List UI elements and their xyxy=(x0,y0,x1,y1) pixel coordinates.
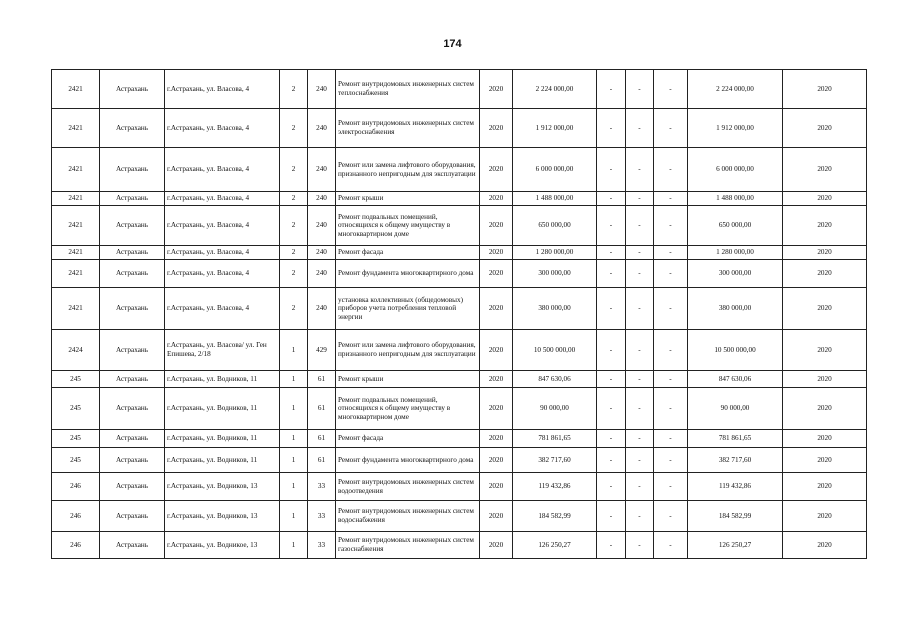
cell-work-type: Ремонт фундамента многоквартирного дома xyxy=(336,448,480,473)
cell-code: 245 xyxy=(52,448,100,473)
cell-work-type: Ремонт внутридомовых инженерных систем водоснабжения xyxy=(336,501,480,532)
cell-end-year: 2020 xyxy=(783,430,867,448)
cell-end-year: 2020 xyxy=(783,288,867,330)
cell-fund-1: - xyxy=(597,371,626,388)
cell-address: г.Астрахань, ул. Водникое, 13 xyxy=(165,532,280,559)
table-row xyxy=(52,260,867,288)
cell-area: 33 xyxy=(308,501,336,532)
cell-address: г.Астрахань, ул. Водников, 11 xyxy=(165,448,280,473)
cell-area: 33 xyxy=(308,532,336,559)
cell-year: 2020 xyxy=(480,330,513,371)
cell-fund-2: - xyxy=(626,448,654,473)
cell-total-cost: 119 432,86 xyxy=(513,473,597,501)
cell-work-type: Ремонт внутридомовых инженерных систем газоснабжения xyxy=(336,532,480,559)
cell-city: Астрахань xyxy=(100,70,165,109)
cell-year: 2020 xyxy=(480,532,513,559)
cell-owners-funds: 300 000,00 xyxy=(688,260,783,288)
cell-work-type: Ремонт крыши xyxy=(336,192,480,206)
cell-address: г.Астрахань, ул. Власова, 4 xyxy=(165,109,280,148)
cell-year: 2020 xyxy=(480,288,513,330)
cell-end-year: 2020 xyxy=(783,532,867,559)
cell-fund-2: - xyxy=(626,206,654,246)
cell-floors: 1 xyxy=(280,501,308,532)
cell-area: 61 xyxy=(308,371,336,388)
cell-city: Астрахань xyxy=(100,388,165,430)
cell-fund-1: - xyxy=(597,109,626,148)
cell-year: 2020 xyxy=(480,260,513,288)
cell-fund-1: - xyxy=(597,288,626,330)
cell-area: 61 xyxy=(308,448,336,473)
cell-fund-2: - xyxy=(626,388,654,430)
cell-year: 2020 xyxy=(480,388,513,430)
cell-fund-2: - xyxy=(626,430,654,448)
cell-fund-3: - xyxy=(654,288,688,330)
cell-city: Астрахань xyxy=(100,532,165,559)
cell-area: 240 xyxy=(308,148,336,192)
cell-fund-2: - xyxy=(626,330,654,371)
cell-area: 429 xyxy=(308,330,336,371)
cell-owners-funds: 382 717,60 xyxy=(688,448,783,473)
cell-address: г.Астрахань, ул. Водников, 13 xyxy=(165,473,280,501)
cell-code: 245 xyxy=(52,430,100,448)
cell-code: 245 xyxy=(52,388,100,430)
cell-floors: 1 xyxy=(280,330,308,371)
cell-year: 2020 xyxy=(480,70,513,109)
table-row xyxy=(52,448,867,473)
cell-floors: 1 xyxy=(280,473,308,501)
cell-year: 2020 xyxy=(480,109,513,148)
cell-fund-1: - xyxy=(597,70,626,109)
cell-fund-2: - xyxy=(626,148,654,192)
table-body xyxy=(52,70,867,559)
cell-city: Астрахань xyxy=(100,330,165,371)
cell-code: 2421 xyxy=(52,148,100,192)
capital-repair-table xyxy=(51,69,867,559)
cell-fund-2: - xyxy=(626,473,654,501)
cell-owners-funds: 1 488 000,00 xyxy=(688,192,783,206)
cell-year: 2020 xyxy=(480,206,513,246)
cell-fund-3: - xyxy=(654,473,688,501)
table-row xyxy=(52,501,867,532)
cell-address: г.Астрахань, ул. Власова, 4 xyxy=(165,246,280,260)
cell-fund-2: - xyxy=(626,260,654,288)
cell-code: 246 xyxy=(52,532,100,559)
cell-total-cost: 380 000,00 xyxy=(513,288,597,330)
cell-code: 246 xyxy=(52,473,100,501)
cell-city: Астрахань xyxy=(100,473,165,501)
cell-area: 240 xyxy=(308,70,336,109)
cell-floors: 2 xyxy=(280,260,308,288)
cell-area: 61 xyxy=(308,388,336,430)
cell-work-type: установка коллективных (общедомовых) приборов учета потребления тепловой энергии xyxy=(336,288,480,330)
cell-total-cost: 781 861,65 xyxy=(513,430,597,448)
cell-area: 61 xyxy=(308,430,336,448)
cell-floors: 2 xyxy=(280,148,308,192)
cell-work-type: Ремонт внутридомовых инженерных систем теплоснабжения xyxy=(336,70,480,109)
cell-fund-3: - xyxy=(654,388,688,430)
cell-year: 2020 xyxy=(480,430,513,448)
cell-city: Астрахань xyxy=(100,192,165,206)
table-row xyxy=(52,430,867,448)
cell-code: 2421 xyxy=(52,288,100,330)
page-number: 174 xyxy=(443,38,462,50)
cell-end-year: 2020 xyxy=(783,448,867,473)
cell-fund-3: - xyxy=(654,532,688,559)
cell-year: 2020 xyxy=(480,448,513,473)
cell-address: г.Астрахань, ул. Власова, 4 xyxy=(165,206,280,246)
cell-year: 2020 xyxy=(480,148,513,192)
cell-fund-3: - xyxy=(654,330,688,371)
cell-owners-funds: 847 630,06 xyxy=(688,371,783,388)
cell-end-year: 2020 xyxy=(783,109,867,148)
cell-work-type: Ремонт крыши xyxy=(336,371,480,388)
cell-fund-1: - xyxy=(597,473,626,501)
cell-end-year: 2020 xyxy=(783,246,867,260)
cell-total-cost: 90 000,00 xyxy=(513,388,597,430)
cell-area: 33 xyxy=(308,473,336,501)
cell-fund-3: - xyxy=(654,206,688,246)
cell-fund-2: - xyxy=(626,501,654,532)
cell-address: г.Астрахань, ул. Власова, 4 xyxy=(165,70,280,109)
cell-city: Астрахань xyxy=(100,148,165,192)
cell-address: г.Астрахань, ул. Власова, 4 xyxy=(165,192,280,206)
cell-floors: 1 xyxy=(280,448,308,473)
cell-work-type: Ремонт внутридомовых инженерных систем водоотведения xyxy=(336,473,480,501)
cell-fund-3: - xyxy=(654,192,688,206)
cell-city: Астрахань xyxy=(100,109,165,148)
cell-city: Астрахань xyxy=(100,288,165,330)
cell-owners-funds: 90 000,00 xyxy=(688,388,783,430)
cell-address: г.Астрахань, ул. Водников, 11 xyxy=(165,388,280,430)
cell-floors: 1 xyxy=(280,532,308,559)
cell-code: 246 xyxy=(52,501,100,532)
cell-year: 2020 xyxy=(480,246,513,260)
cell-fund-1: - xyxy=(597,330,626,371)
cell-work-type: Ремонт внутридомовых инженерных систем электроснабжения xyxy=(336,109,480,148)
cell-floors: 1 xyxy=(280,371,308,388)
cell-end-year: 2020 xyxy=(783,260,867,288)
cell-floors: 2 xyxy=(280,70,308,109)
table-row xyxy=(52,148,867,192)
cell-floors: 1 xyxy=(280,388,308,430)
cell-year: 2020 xyxy=(480,501,513,532)
cell-end-year: 2020 xyxy=(783,148,867,192)
cell-floors: 2 xyxy=(280,206,308,246)
cell-fund-2: - xyxy=(626,192,654,206)
cell-fund-3: - xyxy=(654,430,688,448)
table-row xyxy=(52,473,867,501)
cell-address: г.Астрахань, ул. Водников, 11 xyxy=(165,371,280,388)
cell-owners-funds: 126 250,27 xyxy=(688,532,783,559)
cell-city: Астрахань xyxy=(100,501,165,532)
cell-fund-1: - xyxy=(597,430,626,448)
cell-fund-3: - xyxy=(654,371,688,388)
cell-fund-2: - xyxy=(626,70,654,109)
cell-total-cost: 1 488 000,00 xyxy=(513,192,597,206)
cell-city: Астрахань xyxy=(100,448,165,473)
cell-area: 240 xyxy=(308,109,336,148)
cell-floors: 2 xyxy=(280,288,308,330)
cell-total-cost: 184 582,99 xyxy=(513,501,597,532)
cell-end-year: 2020 xyxy=(783,206,867,246)
cell-work-type: Ремонт фасада xyxy=(336,246,480,260)
cell-fund-1: - xyxy=(597,532,626,559)
cell-fund-1: - xyxy=(597,192,626,206)
cell-end-year: 2020 xyxy=(783,330,867,371)
cell-address: г.Астрахань, ул. Власова, 4 xyxy=(165,148,280,192)
cell-fund-1: - xyxy=(597,448,626,473)
cell-owners-funds: 1 912 000,00 xyxy=(688,109,783,148)
cell-area: 240 xyxy=(308,288,336,330)
cell-fund-2: - xyxy=(626,109,654,148)
cell-fund-1: - xyxy=(597,206,626,246)
cell-total-cost: 1 912 000,00 xyxy=(513,109,597,148)
cell-area: 240 xyxy=(308,206,336,246)
table-row xyxy=(52,288,867,330)
cell-total-cost: 126 250,27 xyxy=(513,532,597,559)
cell-end-year: 2020 xyxy=(783,388,867,430)
cell-fund-3: - xyxy=(654,501,688,532)
cell-total-cost: 1 280 000,00 xyxy=(513,246,597,260)
cell-address: г.Астрахань, ул. Власова/ ул. Ген Епишева, 2/18 xyxy=(165,330,280,371)
table-row xyxy=(52,246,867,260)
cell-area: 240 xyxy=(308,246,336,260)
cell-work-type: Ремонт фундамента многоквартирного дома xyxy=(336,260,480,288)
cell-fund-3: - xyxy=(654,448,688,473)
cell-year: 2020 xyxy=(480,371,513,388)
table-row xyxy=(52,532,867,559)
cell-fund-2: - xyxy=(626,532,654,559)
cell-total-cost: 650 000,00 xyxy=(513,206,597,246)
cell-area: 240 xyxy=(308,260,336,288)
cell-code: 2421 xyxy=(52,260,100,288)
cell-address: г.Астрахань, ул. Власова, 4 xyxy=(165,260,280,288)
cell-city: Астрахань xyxy=(100,371,165,388)
cell-owners-funds: 781 861,65 xyxy=(688,430,783,448)
cell-fund-3: - xyxy=(654,148,688,192)
cell-work-type: Ремонт фасада xyxy=(336,430,480,448)
cell-city: Астрахань xyxy=(100,430,165,448)
cell-city: Астрахань xyxy=(100,206,165,246)
cell-owners-funds: 119 432,86 xyxy=(688,473,783,501)
table-row xyxy=(52,206,867,246)
cell-city: Астрахань xyxy=(100,246,165,260)
cell-total-cost: 6 000 000,00 xyxy=(513,148,597,192)
cell-area: 240 xyxy=(308,192,336,206)
cell-city: Астрахань xyxy=(100,260,165,288)
cell-floors: 2 xyxy=(280,246,308,260)
cell-year: 2020 xyxy=(480,473,513,501)
cell-floors: 2 xyxy=(280,109,308,148)
cell-fund-2: - xyxy=(626,371,654,388)
table-row xyxy=(52,192,867,206)
cell-floors: 1 xyxy=(280,430,308,448)
cell-fund-1: - xyxy=(597,388,626,430)
cell-total-cost: 2 224 000,00 xyxy=(513,70,597,109)
cell-owners-funds: 184 582,99 xyxy=(688,501,783,532)
cell-work-type: Ремонт или замена лифтового оборудования, признанного непригодным для эксплуатации xyxy=(336,148,480,192)
cell-fund-1: - xyxy=(597,501,626,532)
cell-total-cost: 382 717,60 xyxy=(513,448,597,473)
cell-code: 2421 xyxy=(52,246,100,260)
cell-fund-2: - xyxy=(626,246,654,260)
cell-owners-funds: 1 280 000,00 xyxy=(688,246,783,260)
cell-fund-1: - xyxy=(597,260,626,288)
cell-address: г.Астрахань, ул. Водников, 13 xyxy=(165,501,280,532)
cell-fund-2: - xyxy=(626,288,654,330)
cell-code: 2421 xyxy=(52,192,100,206)
cell-work-type: Ремонт подвальных помещений, относящихся к общему имуществу в многоквартирном доме xyxy=(336,388,480,430)
table-row xyxy=(52,70,867,109)
cell-fund-1: - xyxy=(597,148,626,192)
cell-code: 2421 xyxy=(52,206,100,246)
cell-owners-funds: 650 000,00 xyxy=(688,206,783,246)
cell-code: 2421 xyxy=(52,70,100,109)
cell-code: 2421 xyxy=(52,109,100,148)
cell-end-year: 2020 xyxy=(783,473,867,501)
table-row xyxy=(52,388,867,430)
table-row xyxy=(52,109,867,148)
cell-end-year: 2020 xyxy=(783,371,867,388)
cell-fund-3: - xyxy=(654,246,688,260)
table-row xyxy=(52,330,867,371)
cell-floors: 2 xyxy=(280,192,308,206)
cell-fund-3: - xyxy=(654,109,688,148)
cell-total-cost: 10 500 000,00 xyxy=(513,330,597,371)
cell-work-type: Ремонт подвальных помещений, относящихся к общему имуществу в многоквартирном доме xyxy=(336,206,480,246)
cell-code: 2424 xyxy=(52,330,100,371)
cell-code: 245 xyxy=(52,371,100,388)
table-row xyxy=(52,371,867,388)
cell-fund-3: - xyxy=(654,70,688,109)
cell-address: г.Астрахань, ул. Водников, 11 xyxy=(165,430,280,448)
cell-year: 2020 xyxy=(480,192,513,206)
cell-owners-funds: 10 500 000,00 xyxy=(688,330,783,371)
cell-fund-1: - xyxy=(597,246,626,260)
cell-total-cost: 847 630,06 xyxy=(513,371,597,388)
cell-owners-funds: 2 224 000,00 xyxy=(688,70,783,109)
cell-end-year: 2020 xyxy=(783,501,867,532)
cell-end-year: 2020 xyxy=(783,70,867,109)
cell-owners-funds: 6 000 000,00 xyxy=(688,148,783,192)
cell-owners-funds: 380 000,00 xyxy=(688,288,783,330)
cell-fund-3: - xyxy=(654,260,688,288)
cell-address: г.Астрахань, ул. Власова, 4 xyxy=(165,288,280,330)
cell-end-year: 2020 xyxy=(783,192,867,206)
cell-total-cost: 300 000,00 xyxy=(513,260,597,288)
cell-work-type: Ремонт или замена лифтового оборудования, признанного непригодным для эксплуатации xyxy=(336,330,480,371)
